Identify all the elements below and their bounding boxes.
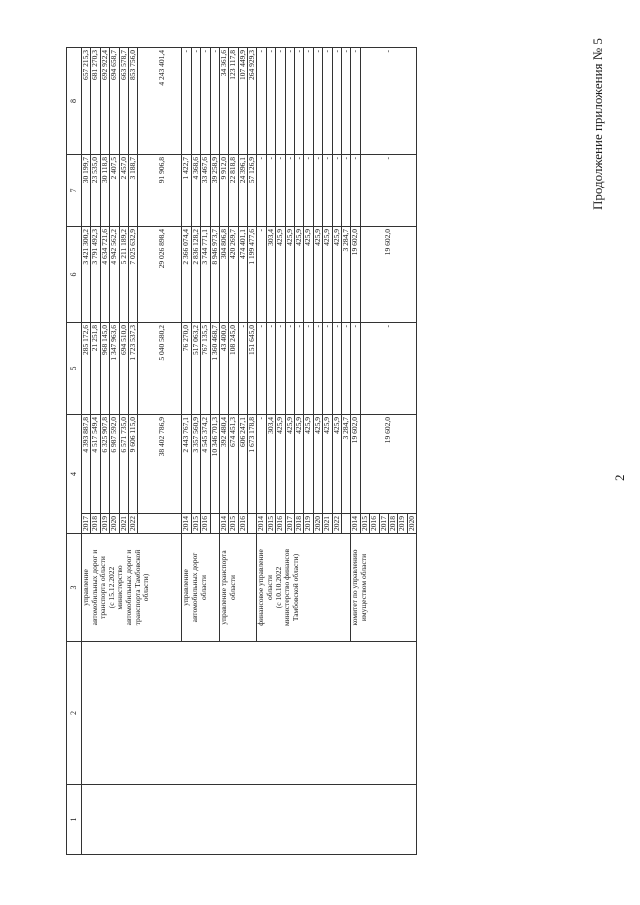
value-cell: 6 325 907,8 xyxy=(100,415,109,514)
value-cell: 5 211 189,2 xyxy=(119,227,128,323)
executor-line: области) xyxy=(141,573,151,602)
year-cell: 2020 xyxy=(407,514,416,534)
year-cell: 2018 xyxy=(388,514,397,534)
total-value-cell: - xyxy=(341,155,350,227)
value-cell: 1 347 963,6 xyxy=(110,323,119,415)
total-value-cell: 151 645,0 xyxy=(248,323,257,415)
value-cell: 694 658,7 xyxy=(110,48,119,155)
value-cell: 420 269,7 xyxy=(229,227,238,323)
value-cell: 4 393 887,8 xyxy=(82,415,91,514)
value-cell: - xyxy=(257,323,266,415)
value-cell: 303,4 xyxy=(266,227,275,323)
year-cell: 2015 xyxy=(266,514,275,534)
year-cell: 2014 xyxy=(257,514,266,534)
value-cell: - xyxy=(295,155,304,227)
value-cell: 681 270,3 xyxy=(91,48,100,155)
value-cell: - xyxy=(285,323,294,415)
value-cell: 2 836 128,2 xyxy=(191,227,200,323)
total-value-cell: 1 673 178,8 xyxy=(248,415,257,514)
value-cell: - xyxy=(182,48,191,155)
executor-line: Тамбовской области) xyxy=(290,553,300,622)
value-cell: 19 602,0 xyxy=(351,227,360,323)
total-value-cell: 1 199 477,6 xyxy=(248,227,257,323)
value-cell: 30 118,8 xyxy=(100,155,109,227)
value-cell: 3 744 771,1 xyxy=(201,227,210,323)
value-cell: 2 366 074,4 xyxy=(182,227,191,323)
year-cell: 2019 xyxy=(304,514,313,534)
value-cell: 9 606 115,0 xyxy=(128,415,137,514)
value-cell: 425,9 xyxy=(332,415,341,514)
value-cell: - xyxy=(201,48,210,155)
value-cell: - xyxy=(238,323,247,415)
total-value-cell: - xyxy=(341,48,350,155)
value-cell: - xyxy=(332,155,341,227)
year-cell: 2016 xyxy=(370,514,379,534)
value-cell: 657 215,3 xyxy=(82,48,91,155)
total-value-cell: 39 258,9 xyxy=(210,155,219,227)
executor-cell xyxy=(82,534,182,642)
total-value-cell: 3 284,7 xyxy=(341,227,350,323)
year-cell: 2021 xyxy=(323,514,332,534)
year-cell: 2016 xyxy=(276,514,285,534)
total-value-cell: 19 602,0 xyxy=(360,415,416,514)
executor-line: комитет по управлению xyxy=(350,549,360,626)
total-value-cell: - xyxy=(210,48,219,155)
executor-line: автомобильных дорог xyxy=(189,552,199,623)
executor-line: управление xyxy=(81,569,90,606)
total-value-cell: 8 946 973,7 xyxy=(210,227,219,323)
total-value-cell: - xyxy=(341,323,350,415)
year-cell: 2017 xyxy=(82,514,91,534)
year-cell: 2015 xyxy=(191,514,200,534)
value-cell: - xyxy=(276,48,285,155)
value-cell: 425,9 xyxy=(285,227,294,323)
value-cell: 425,9 xyxy=(295,415,304,514)
value-cell: 425,9 xyxy=(313,415,322,514)
value-cell: 22 818,8 xyxy=(229,155,238,227)
year-cell: 2014 xyxy=(219,514,228,534)
page-number: 2 xyxy=(612,474,627,481)
year-cell: 2015 xyxy=(360,514,369,534)
value-cell: - xyxy=(276,155,285,227)
value-cell: 3 791 492,3 xyxy=(91,227,100,323)
value-cell: 663 578,7 xyxy=(119,48,128,155)
value-cell: - xyxy=(257,227,266,323)
executor-line: автомобильных дорог и xyxy=(89,549,99,626)
year-cell: 2018 xyxy=(91,514,100,534)
value-cell: - xyxy=(304,155,313,227)
value-cell: 33 467,6 xyxy=(201,155,210,227)
value-cell: 23 535,0 xyxy=(91,155,100,227)
year-cell: 2020 xyxy=(110,514,119,534)
value-cell: - xyxy=(191,48,200,155)
total-value-cell: 38 402 786,9 xyxy=(138,415,182,514)
value-cell: 767 135,5 xyxy=(201,323,210,415)
total-value-cell: - xyxy=(360,48,416,155)
value-cell: - xyxy=(323,48,332,155)
value-cell: 694 510,0 xyxy=(119,323,128,415)
total-value-cell: 29 026 898,4 xyxy=(138,227,182,323)
total-value-cell: 91 906,8 xyxy=(138,155,182,227)
value-cell: - xyxy=(351,48,360,155)
value-cell: 24 396,1 xyxy=(238,155,247,227)
col2-blank xyxy=(82,642,417,785)
value-cell: 19 602,0 xyxy=(351,415,360,514)
executor-line: управление транспорта xyxy=(218,550,228,625)
year-cell: 2019 xyxy=(398,514,407,534)
value-cell: - xyxy=(266,323,275,415)
value-cell: 4 517 549,4 xyxy=(91,415,100,514)
executor-line: министерство xyxy=(115,565,125,610)
executor-line: транспорта Тамбовской xyxy=(132,549,142,626)
year-cell: 2021 xyxy=(119,514,128,534)
value-cell: 674 451,3 xyxy=(229,415,238,514)
value-cell: - xyxy=(304,323,313,415)
value-cell: 4 368,6 xyxy=(191,155,200,227)
value-cell: 1 723 537,3 xyxy=(128,323,137,415)
value-cell: - xyxy=(285,155,294,227)
value-cell: 43 400,0 xyxy=(219,323,228,415)
col1-blank xyxy=(82,785,417,855)
year-cell: 2022 xyxy=(128,514,137,534)
value-cell: 34 361,6 xyxy=(219,48,228,155)
year-cell: 2022 xyxy=(332,514,341,534)
value-cell: 425,9 xyxy=(285,415,294,514)
total-value-cell: 3 284,7 xyxy=(341,415,350,514)
value-cell: 425,9 xyxy=(332,227,341,323)
value-cell: 30 199,7 xyxy=(82,155,91,227)
col-number: 8 xyxy=(67,48,82,155)
value-cell: 425,9 xyxy=(323,415,332,514)
total-value-cell: 264 929,3 xyxy=(248,48,257,155)
year-cell: 2016 xyxy=(201,514,210,534)
value-cell: 3 421 300,2 xyxy=(82,227,91,323)
executor-cell xyxy=(182,534,220,642)
value-cell: 108 245,0 xyxy=(229,323,238,415)
value-cell: 7 025 632,9 xyxy=(128,227,137,323)
year-cell: 2019 xyxy=(100,514,109,534)
col-number: 3 xyxy=(67,534,82,642)
value-cell: - xyxy=(257,48,266,155)
col-number: 4 xyxy=(67,415,82,534)
value-cell: 2 457,0 xyxy=(119,155,128,227)
year-cell: 2017 xyxy=(285,514,294,534)
value-cell: 2 443 767,1 xyxy=(182,415,191,514)
value-cell: 853 756,0 xyxy=(128,48,137,155)
year-cell-empty xyxy=(210,514,219,534)
value-cell: 425,9 xyxy=(304,415,313,514)
year-cell: 2020 xyxy=(313,514,322,534)
total-value-cell: 19 602,0 xyxy=(360,227,416,323)
value-cell: 4 634 721,6 xyxy=(100,227,109,323)
value-cell: 304 806,8 xyxy=(219,227,228,323)
executor-line: (с 10.10.2022 xyxy=(273,566,283,609)
total-value-cell: - xyxy=(360,155,416,227)
value-cell: - xyxy=(323,155,332,227)
executor-cell xyxy=(219,534,257,642)
value-cell: 6 571 735,0 xyxy=(119,415,128,514)
executor-line: (с 15.12.2022 xyxy=(106,566,116,609)
value-cell: - xyxy=(351,155,360,227)
total-value-cell: 5 040 580,2 xyxy=(138,323,182,415)
executor-line: финансовое управление xyxy=(256,549,266,626)
column-number-row xyxy=(67,48,82,855)
value-cell: - xyxy=(266,48,275,155)
year-cell: 2015 xyxy=(229,514,238,534)
value-cell: 76 270,0 xyxy=(182,323,191,415)
value-cell: 1 422,7 xyxy=(182,155,191,227)
value-cell: 3 357 560,9 xyxy=(191,415,200,514)
executor-cell xyxy=(257,534,351,642)
year-cell: 2014 xyxy=(351,514,360,534)
value-cell: 425,9 xyxy=(295,227,304,323)
value-cell: 303,4 xyxy=(266,415,275,514)
value-cell: 107 449,9 xyxy=(238,48,247,155)
executor-line: автомобильных дорог и xyxy=(123,549,133,626)
value-cell: - xyxy=(257,415,266,514)
executor-line: транспорта области xyxy=(98,556,108,619)
value-cell: 474 401,1 xyxy=(238,227,247,323)
value-cell: 6 987 592,0 xyxy=(110,415,119,514)
year-cell: 2018 xyxy=(295,514,304,534)
value-cell: 123 117,8 xyxy=(229,48,238,155)
value-cell: 517 063,2 xyxy=(191,323,200,415)
budget-table xyxy=(66,47,417,855)
executor-line: области xyxy=(227,574,237,601)
value-cell: - xyxy=(304,48,313,155)
value-cell: - xyxy=(351,323,360,415)
col-number: 6 xyxy=(67,227,82,323)
value-cell: 425,9 xyxy=(313,227,322,323)
year-cell: 2014 xyxy=(182,514,191,534)
value-cell: - xyxy=(313,48,322,155)
col-number: 7 xyxy=(67,155,82,227)
value-cell: 692 922,4 xyxy=(100,48,109,155)
col-number: 1 xyxy=(67,785,82,855)
executor-line: области xyxy=(198,574,208,601)
executor-line: министерство финансов xyxy=(282,548,292,627)
col-number: 5 xyxy=(67,323,82,415)
value-cell: 425,9 xyxy=(323,227,332,323)
value-cell: - xyxy=(332,48,341,155)
value-cell: 425,9 xyxy=(276,415,285,514)
value-cell: 9 912,0 xyxy=(219,155,228,227)
total-value-cell: 4 243 401,4 xyxy=(138,48,182,155)
value-cell: 606 247,1 xyxy=(238,415,247,514)
value-cell: - xyxy=(276,323,285,415)
value-cell: 4 942 562,2 xyxy=(110,227,119,323)
year-cell: 2017 xyxy=(379,514,388,534)
value-cell: - xyxy=(266,155,275,227)
value-cell: - xyxy=(332,323,341,415)
year-cell-empty xyxy=(138,514,182,534)
value-cell: 968 145,0 xyxy=(100,323,109,415)
value-cell: - xyxy=(313,323,322,415)
year-cell: 2016 xyxy=(238,514,247,534)
value-cell: 425,9 xyxy=(276,227,285,323)
executor-line: области xyxy=(265,574,275,601)
value-cell: 21 251,8 xyxy=(91,323,100,415)
value-cell: 285 172,6 xyxy=(82,323,91,415)
appendix-label: Продолжение приложения № 5 xyxy=(590,38,605,210)
value-cell: 3 188,7 xyxy=(128,155,137,227)
value-cell: - xyxy=(285,48,294,155)
value-cell: 392 480,4 xyxy=(219,415,228,514)
executor-line: имуществом области xyxy=(358,553,368,622)
total-value-cell: - xyxy=(360,323,416,415)
value-cell: - xyxy=(323,323,332,415)
value-cell: - xyxy=(295,48,304,155)
executor-cell xyxy=(351,534,417,642)
value-cell: - xyxy=(295,323,304,415)
value-cell: - xyxy=(257,155,266,227)
value-cell: 4 545 374,2 xyxy=(201,415,210,514)
total-value-cell: 1 360 468,7 xyxy=(210,323,219,415)
value-cell: - xyxy=(313,155,322,227)
total-value-cell: 10 346 701,3 xyxy=(210,415,219,514)
value-cell: 2 407,5 xyxy=(110,155,119,227)
value-cell: 425,9 xyxy=(304,227,313,323)
col-number: 2 xyxy=(67,642,82,785)
total-value-cell: 57 126,9 xyxy=(248,155,257,227)
executor-line: управление xyxy=(181,569,191,606)
